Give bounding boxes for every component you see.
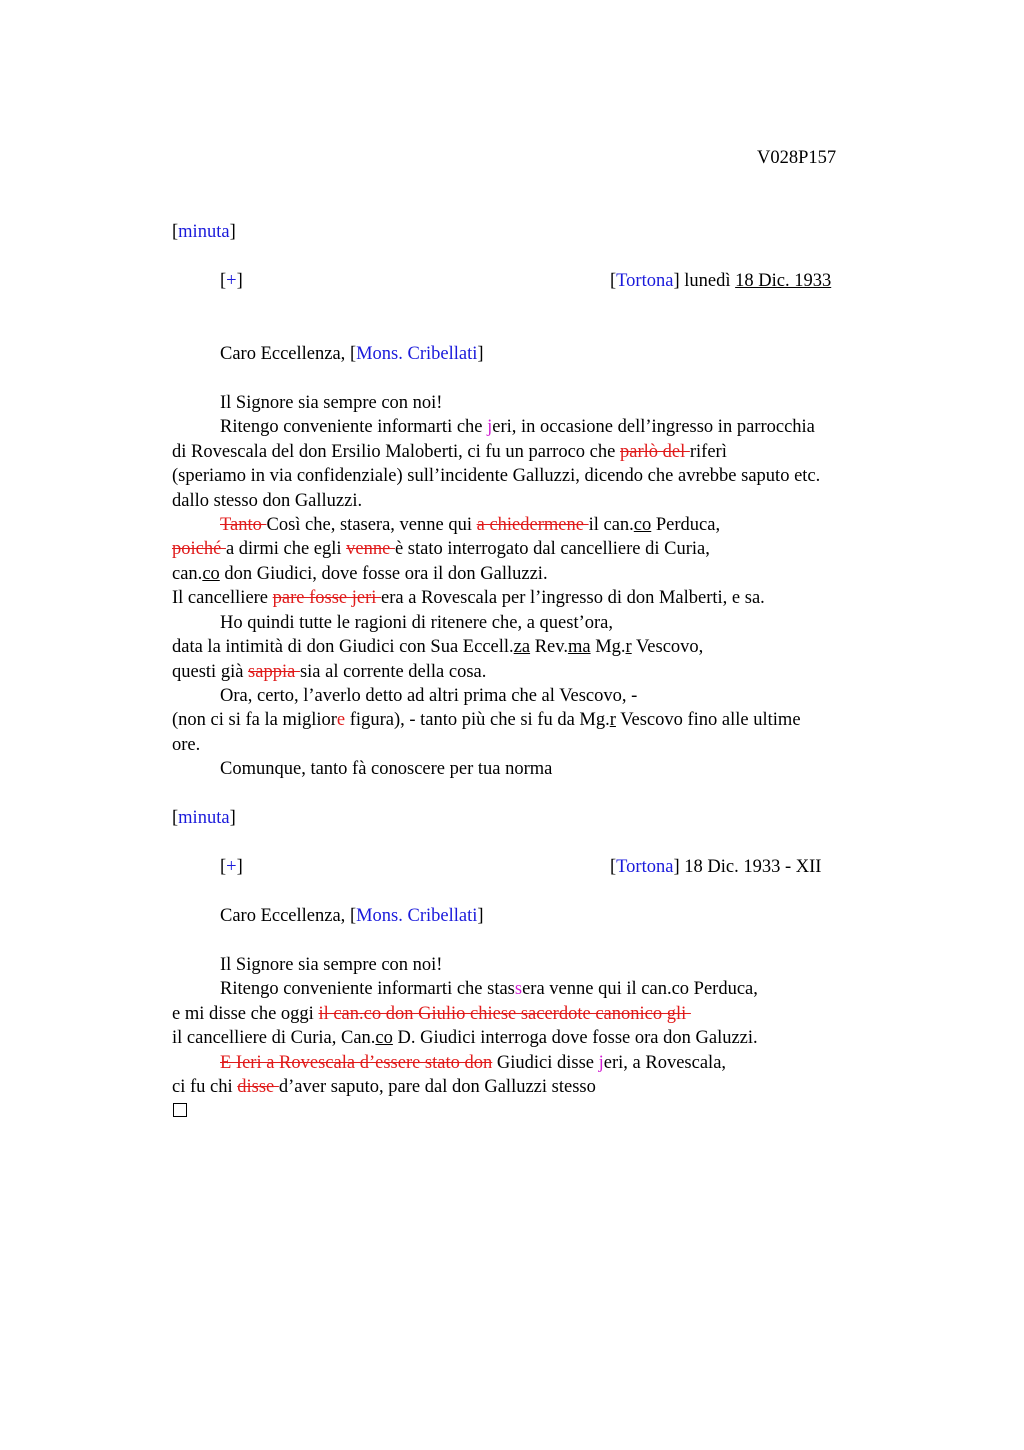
text-line: il cancelliere di Curia, Can.co D. Giudici interroga dove fosse ora don Galuzzi. (172, 1028, 758, 1048)
salutation: Caro Eccellenza, [Mons. Cribellati] (220, 906, 484, 926)
deletion: disse (237, 1077, 279, 1097)
addressee: Mons. Cribellati (356, 906, 478, 926)
deletion: sappia (248, 662, 300, 682)
salutation-text: Caro Eccellenza, (220, 906, 346, 926)
text-line: ore. (172, 735, 201, 755)
text-line: dallo stesso don Galluzzi. (172, 491, 363, 511)
text-line: poiché a dirmi che egli venne è stato interrogato dal cancelliere di Curia, (172, 539, 710, 559)
text-line: Tanto Così che, stasera, venne qui a chiedermene il can.co Perduca, (220, 515, 721, 535)
day-label: lunedì (684, 271, 731, 291)
dateline: [Tortona] 18 Dic. 1933 - XII (610, 857, 822, 877)
insertion: s (514, 979, 523, 999)
insertion: j (487, 417, 493, 437)
text-line: Ritengo conveniente informarti che stassera venne qui il can.co Perduca, (220, 979, 758, 999)
text-line: Ho quindi tutte le ragioni di ritenere che, a quest’ora, (220, 613, 613, 633)
place-label: Tortona (616, 857, 674, 877)
deletion: pare fosse jeri (272, 588, 382, 608)
text-line: (speriamo in via confidenziale) sull’incidente Galluzzi, dicendo che avrebbe saputo etc. (172, 466, 821, 486)
addressee: Mons. Cribellati (356, 344, 478, 364)
minuta-label: minuta (178, 808, 230, 828)
minuta-marker: [minuta] (172, 222, 236, 242)
end-square-icon (173, 1103, 187, 1117)
text-line: di Rovescala del don Ersilio Maloberti, ci fu un parroco che parlò del riferì (172, 442, 727, 462)
deletion: E Ieri a Rovescala d’essere stato don (220, 1053, 493, 1073)
correction: e (336, 710, 346, 730)
text-line: (non ci si fa la migliore figura), - tanto più che si fu da Mg.r Vescovo fino alle ultime (172, 710, 801, 730)
salutation-text: Caro Eccellenza, (220, 344, 346, 364)
text-line: questi già sappia sia al corrente della cosa. (172, 662, 487, 682)
deletion: venne (346, 539, 395, 559)
cross-symbol: + (226, 271, 237, 291)
insertion: j (598, 1053, 604, 1073)
text-line: E Ieri a Rovescala d’essere stato don Giudici disse jeri, a Rovescala, (220, 1053, 727, 1073)
date-label: 18 Dic. 1933 - XII (684, 857, 822, 877)
page-id: V028P157 (757, 148, 837, 168)
minuta-marker: [minuta] (172, 808, 236, 828)
deletion: poiché (172, 539, 226, 559)
text-line: ci fu chi disse d’aver saputo, pare dal don Galluzzi stesso (172, 1077, 596, 1097)
text-line: data la intimità di don Giudici con Sua Eccell.za Rev.ma Mg.r Vescovo, (172, 637, 704, 657)
cross-marker: [+] (220, 271, 243, 291)
cross-marker: [+] (220, 857, 243, 877)
deletion: a chiedermene (476, 515, 589, 535)
text-line: Il cancelliere pare fosse jeri era a Rovescala per l’ingresso di don Malberti, e sa. (172, 588, 765, 608)
text-line: Comunque, tanto fà conoscere per tua norma (220, 759, 553, 779)
text-line: e mi disse che oggi il can.co don Giulio chiese sacerdote canonico gli (172, 1004, 691, 1024)
greeting: Il Signore sia sempre con noi! (220, 955, 443, 975)
deletion: il can.co don Giulio chiese sacerdote canonico gli (318, 1004, 691, 1024)
date-label: 18 Dic. 1933 (735, 271, 832, 291)
text-line: Ora, certo, l’averlo detto ad altri prima che al Vescovo, - (220, 686, 638, 706)
text-line: Ritengo conveniente informarti che jeri, in occasione dell’ingresso in parrocchia (220, 417, 815, 437)
minuta-label: minuta (178, 222, 230, 242)
cross-symbol: + (226, 857, 237, 877)
greeting: Il Signore sia sempre con noi! (220, 393, 443, 413)
deletion: Tanto (220, 515, 267, 535)
deletion: parlò del (619, 442, 690, 462)
text-line: can.co don Giudici, dove fosse ora il don Galluzzi. (172, 564, 548, 584)
place-label: Tortona (616, 271, 674, 291)
salutation: Caro Eccellenza, [Mons. Cribellati] (220, 344, 484, 364)
dateline: [Tortona] lunedì 18 Dic. 1933 (610, 271, 832, 291)
